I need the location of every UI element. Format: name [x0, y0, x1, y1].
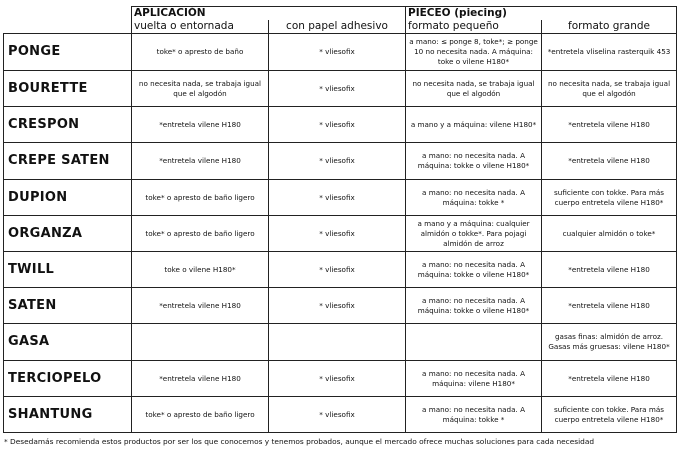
pieceo-header: PIECEO (piecing) [406, 7, 677, 20]
cell-grande: *entretela vilene H180 [542, 361, 677, 397]
col-header-grande: formato grande [542, 20, 677, 34]
cell-pequeno: a mano: no necesita nada. A máquina: tokke * [406, 397, 542, 433]
cell-grande: *entretela vilene H180 [542, 252, 677, 288]
cell-pequeno: a mano: no necesita nada. A máquina: tokke o vilene H180* [406, 252, 542, 288]
cell-adhesivo [269, 324, 406, 361]
cell-grande: no necesita nada, se trabaja igual que el algodón [542, 71, 677, 107]
cell-vuelta: toke* o apresto de baño ligero [132, 397, 269, 433]
cell-adhesivo: * vliesofix [269, 180, 406, 216]
fabric-name: GASA [4, 324, 132, 361]
cell-vuelta [132, 324, 269, 361]
cell-pequeno: a mano y a máquina: cualquier almidón o tokke*. Para pojagi almidón de arroz [406, 216, 542, 252]
table-row [4, 143, 677, 180]
fabric-name: CRESPON [4, 107, 132, 143]
fabric-table [3, 6, 677, 433]
cell-pequeno: no necesita nada, se trabaja igual que el algodón [406, 71, 542, 107]
fabric-name: TERCIOPELO [4, 361, 132, 397]
cell-grande: suficiente con tokke. Para más cuerpo entretela vilene H180* [542, 180, 677, 216]
cell-grande: *entretela vilene H180 [542, 288, 677, 324]
table-row [4, 34, 677, 71]
cell-vuelta: *entretela vilene H180 [132, 288, 269, 324]
cell-grande: *entretela vilene H180 [542, 143, 677, 180]
cell-adhesivo: * vliesofix [269, 288, 406, 324]
cell-grande: *entretela vilene H180 [542, 107, 677, 143]
cell-grande: cualquier almidón o toke* [542, 216, 677, 252]
cell-adhesivo: * vliesofix [269, 361, 406, 397]
table-row [4, 71, 677, 107]
cell-pequeno: a mano y a máquina: vilene H180* [406, 107, 542, 143]
cell-pequeno: a mano: no necesita nada. A máquina: tokke o vilene H180* [406, 288, 542, 324]
table-row [4, 107, 677, 143]
col-header-vuelta: vuelta o entornada [132, 20, 269, 34]
cell-vuelta: toke o vilene H180* [132, 252, 269, 288]
cell-pequeno: a mano: ≤ ponge 8, toke*; ≥ ponge 10 no necesita nada. A máquina: toke o vilene H180* [406, 34, 542, 71]
table-row [4, 216, 677, 252]
cell-vuelta: toke* o apresto de baño ligero [132, 180, 269, 216]
cell-pequeno: a mano: no necesita nada. A máquina: vilene H180* [406, 361, 542, 397]
col-header-pequeno: formato pequeño [406, 20, 542, 34]
cell-adhesivo: * vliesofix [269, 71, 406, 107]
table-row [4, 397, 677, 433]
cell-adhesivo: * vliesofix [269, 216, 406, 252]
fabric-name: PONGE [4, 34, 132, 71]
table-row [4, 288, 677, 324]
fabric-name: SATEN [4, 288, 132, 324]
cell-vuelta: *entretela vilene H180 [132, 143, 269, 180]
aplicacion-header: APLICACIÓN [132, 7, 406, 20]
fabric-name: SHANTUNG [4, 397, 132, 433]
cell-pequeno: a mano: no necesita nada. A máquina: tokke * [406, 180, 542, 216]
group-header-row [4, 7, 677, 20]
cell-vuelta: *entretela vilene H180 [132, 107, 269, 143]
fabric-name: CREPE SATEN [4, 143, 132, 180]
cell-vuelta: toke* o apresto de baño [132, 34, 269, 71]
fabric-name: ORGANZA [4, 216, 132, 252]
table-row [4, 252, 677, 288]
fabric-name: TWILL [4, 252, 132, 288]
cell-vuelta: *entretela vilene H180 [132, 361, 269, 397]
footnote: * Desedamás recomienda estos productos por ser los que conocemos y tenemos probados, aunque el mercado ofrece muchas soluciones para cada necesidad [4, 437, 595, 446]
cell-adhesivo: * vliesofix [269, 34, 406, 71]
cell-vuelta: no necesita nada, se trabaja igual que el algodón [132, 71, 269, 107]
cell-adhesivo: * vliesofix [269, 143, 406, 180]
cell-vuelta: toke* o apresto de baño ligero [132, 216, 269, 252]
table-row [4, 180, 677, 216]
cell-adhesivo: * vliesofix [269, 252, 406, 288]
fabric-name: DUPION [4, 180, 132, 216]
table-row [4, 361, 677, 397]
col-header-adhesivo: con papel adhesivo [269, 20, 406, 34]
cell-pequeno [406, 324, 542, 361]
cell-adhesivo: * vliesofix [269, 397, 406, 433]
cell-adhesivo: * vliesofix [269, 107, 406, 143]
table-row [4, 324, 677, 361]
cell-grande: *entretela vliselina rasterquik 453 [542, 34, 677, 71]
cell-grande: gasas finas: almidón de arroz. Gasas más gruesas: vilene H180* [542, 324, 677, 361]
cell-grande: suficiente con tokke. Para más cuerpo entretela vilene H180* [542, 397, 677, 433]
corner-cell [4, 7, 132, 34]
fabric-name: BOURETTE [4, 71, 132, 107]
cell-pequeno: a mano: no necesita nada. A máquina: tokke o vilene H180* [406, 143, 542, 180]
